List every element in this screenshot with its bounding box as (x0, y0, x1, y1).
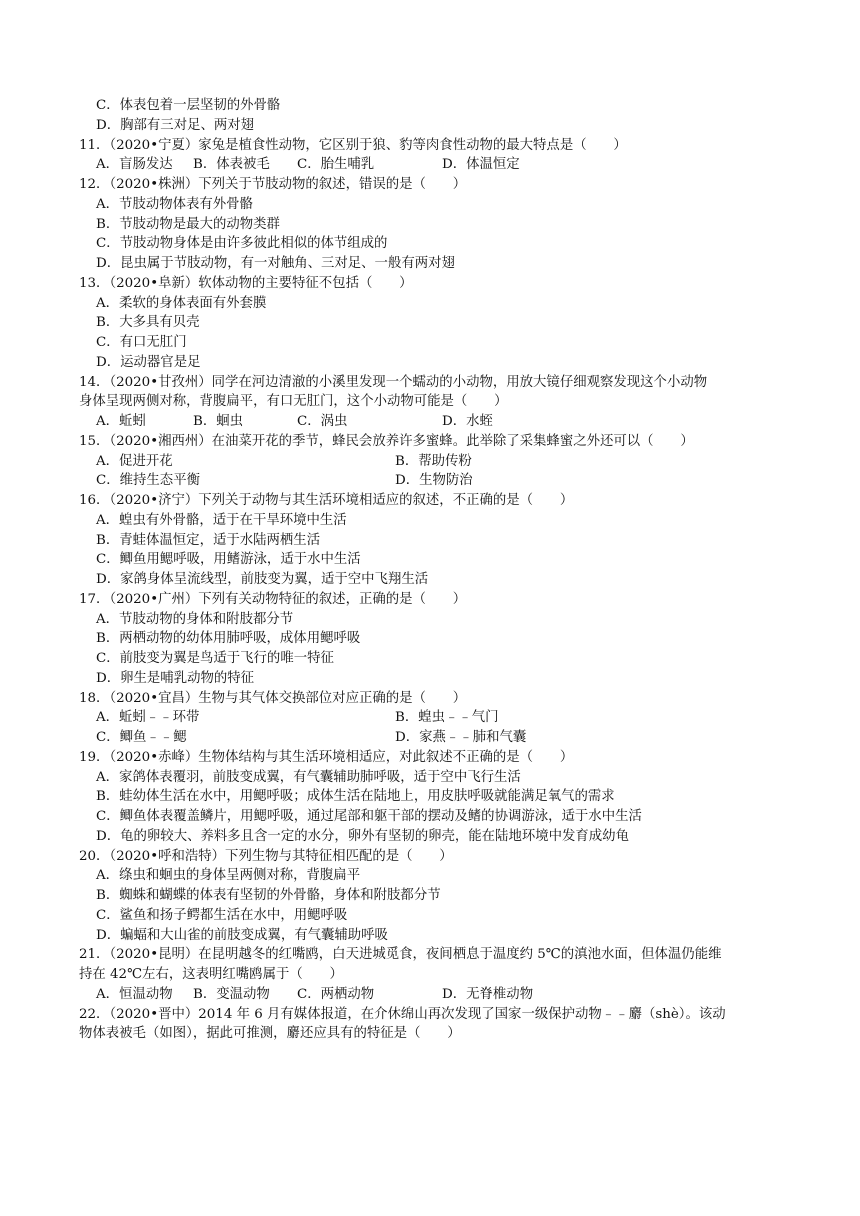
question-stem: 18．（2020•宜昌）生物与其气体交换部位对应正确的是（ ） (79, 690, 467, 706)
question-stem: 17．（2020•广州）下列有关动物特征的叙述，正确的是（ ） (79, 591, 467, 607)
answer-option: A．节肢动物的身体和附肢都分节 (96, 611, 294, 627)
answer-option: C．鲫鱼﹣﹣鳃 (96, 730, 187, 745)
answer-option: C．维持生态平衡 (96, 473, 200, 489)
answer-option: D．水蛭 (442, 414, 493, 429)
answer-option: B．蛙幼体生活在水中，用鳃呼吸；成体生活在陆地上，用皮肤呼吸就能满足氧气的需求 (96, 789, 615, 805)
question-stem: 16．（2020•济宁）下列关于动物与其生活环境相适应的叙述，不正确的是（ ） (79, 493, 574, 508)
answer-option: C．两栖动物 (297, 986, 375, 1002)
answer-option: C．鲫鱼用鳃呼吸，用鳍游泳，适于水中生活 (96, 552, 361, 568)
answer-option: B．蜘蛛和蝴蝶的体表有坚韧的外骨骼，身体和附肢都分节 (96, 888, 441, 903)
answer-option: A．柔软的身体表面有外套膜 (96, 295, 267, 311)
answer-option: B．变温动物 (193, 986, 270, 1002)
answer-option: A．蚯蚓﹣﹣环带 (96, 710, 200, 726)
answer-option: D．家燕﹣﹣肺和气囊 (395, 730, 527, 745)
question-stem: 11．（2020•宁夏）家兔是植食性动物，它区别于狼、豹等肉食性动物的最大特点是（ ） (79, 137, 627, 153)
answer-option: D．无脊椎动物 (442, 986, 534, 1002)
answer-option: A．蚯蚓 (96, 414, 146, 429)
question-stem: 22．（2020•晋中）2014 年 6 月有媒体报道，在介休绵山再次发现了国家一级保护动物﹣﹣麝（shè）。该动 (79, 1006, 726, 1022)
answer-option: D．昆虫属于节肢动物，有一对触角、三对足、一般有两对翅 (96, 256, 455, 271)
question-stem-continued: 持在 42℃左右，这表明红嘴鸥属于（ ） (79, 967, 343, 982)
answer-option: C．鲫鱼体表覆盖鳞片，用鳃呼吸，通过尾部和躯干部的摆动及鳍的协调游泳，适于水中生活 (96, 809, 642, 824)
answer-option: D．卵生是哺乳动物的特征 (96, 670, 255, 686)
question-stem: 14．（2020•甘孜州）同学在河边清澈的小溪里发现一个蠕动的小动物，用放大镜仔细观察发现这个小动物 (79, 374, 708, 390)
answer-option: C．节肢动物身体是由许多彼此相似的体节组成的 (96, 236, 388, 252)
answer-option: D．蝙蝠和大山雀的前肢变成翼，有气囊辅助呼吸 (96, 927, 388, 943)
answer-option: C．有口无肛门 (96, 335, 187, 350)
answer-option: D．体温恒定 (442, 157, 520, 173)
answer-option: D．胸部有三对足、两对翅 (96, 117, 255, 133)
answer-option: B．蝗虫﹣﹣气门 (395, 710, 499, 726)
question-stem: 13．（2020•阜新）软体动物的主要特征不包括（ ） (79, 275, 413, 291)
question-stem-continued: 物体表被毛（如图），据此可推测，麝还应具有的特征是（ ） (79, 1026, 461, 1042)
question-stem: 15．（2020•湘西州）在油菜开花的季节，蜂民会放养许多蜜蜂。此举除了采集蜂蜜之外还可以（ ） (79, 433, 694, 449)
answer-option: A．促进开花 (96, 453, 173, 469)
answer-option: B．蛔虫 (193, 414, 244, 429)
answer-option: C．鲨鱼和扬子鳄都生活在水中，用鳃呼吸 (96, 907, 348, 923)
answer-option: B．帮助传粉 (395, 453, 472, 469)
answer-option: C．体表包着一层坚韧的外骨骼 (96, 98, 281, 113)
answer-option: D．生物防治 (395, 473, 473, 489)
question-stem: 20．（2020•呼和浩特）下列生物与其特征相匹配的是（ ） (79, 848, 453, 864)
answer-option: B．体表被毛 (193, 157, 270, 173)
answer-option: D．运动器官是足 (96, 354, 201, 370)
question-stem: 21．（2020•昆明）在昆明越冬的红嘴鸥，白天进城觅食，夜间栖息于温度约 5℃的滇池水面，但体温仍能维 (79, 947, 722, 963)
answer-option: A．盲肠发达 (96, 157, 173, 173)
question-stem-continued: 身体呈现两侧对称，背腹扁平，有口无肛门，这个小动物可能是（ ） (79, 394, 508, 410)
answer-option: B．两栖动物的幼体用肺呼吸，成体用鳃呼吸 (96, 631, 361, 647)
answer-option: A．绦虫和蛔虫的身体呈两侧对称，背腹扁平 (96, 868, 361, 884)
answer-option: D．家鸽身体呈流线型，前肢变为翼，适于空中飞翔生活 (96, 572, 429, 587)
answer-option: C．前肢变为翼是鸟适于飞行的唯一特征 (96, 651, 334, 666)
answer-option: A．恒温动物 (96, 986, 173, 1002)
answer-option: D．龟的卵较大、养料多且含一定的水分，卵外有坚韧的卵壳，能在陆地环境中发育成幼龟 (96, 828, 629, 844)
answer-option: B．青蛙体温恒定，适于水陆两栖生活 (96, 532, 321, 548)
question-stem: 12．（2020•株洲）下列关于节肢动物的叙述，错误的是（ ） (79, 177, 467, 192)
answer-option: A．蝗虫有外骨骼，适于在干旱环境中生活 (96, 512, 347, 528)
answer-option: C．胎生哺乳 (297, 157, 375, 173)
answer-option: A．家鸽体表覆羽，前肢变成翼，有气囊辅助肺呼吸，适于空中飞行生活 (96, 769, 521, 785)
answer-option: B．节肢动物是最大的动物类群 (96, 216, 280, 232)
answer-option: B．大多具有贝壳 (96, 315, 200, 331)
answer-option: A．节肢动物体表有外骨骼 (96, 196, 253, 212)
question-stem: 19．（2020•赤峰）生物体结构与其生活环境相适应，对此叙述不正确的是（ ） (79, 749, 574, 765)
answer-option: C．涡虫 (297, 414, 348, 429)
